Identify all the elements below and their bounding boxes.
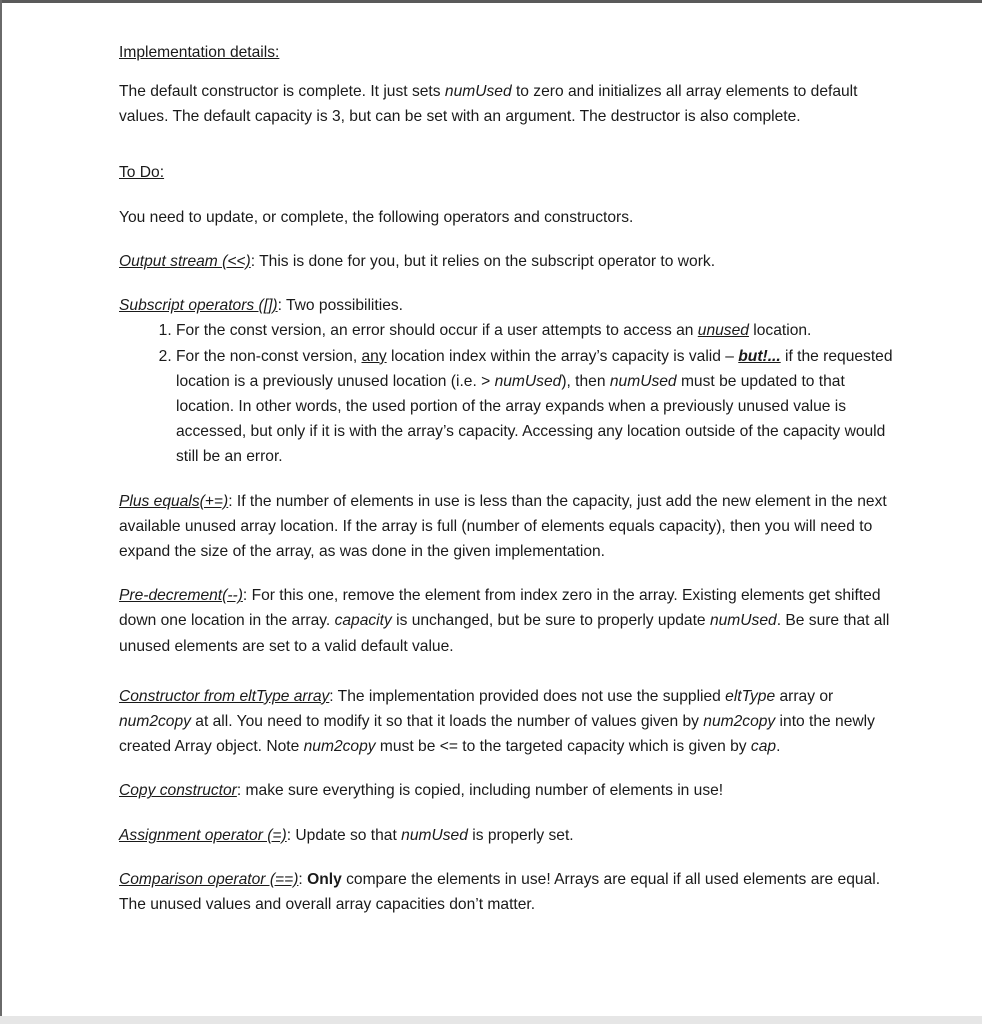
subscript-paragraph: Subscript operators ([]): Two possibilities. (119, 297, 403, 315)
copy-constructor-paragraph: Copy constructor: make sure everything is copied, including number of elements in use! (119, 782, 724, 800)
subscript-list (119, 318, 899, 469)
subscript-title: Subscript operators ([]) (119, 297, 278, 315)
comparison-title: Comparison operator (==) (119, 870, 299, 888)
list-item: 1. For the const version, an error should occur if a user attempts to access an unused location. (176, 318, 899, 343)
document-page (119, 40, 899, 917)
constructor-title: Constructor from eltType array (119, 687, 330, 705)
implementation-paragraph: The default constructor is complete. It just sets numUsed to zero and initializes all array elements to default values. The default capacity is 3, but can be set with an argument. The destructor is also complete. (119, 83, 858, 126)
output-stream-title: Output stream (<<) (119, 253, 251, 271)
todo-intro: You need to update, or complete, the following operators and constructors. (119, 208, 634, 226)
copy-constructor-title: Copy constructor (119, 782, 237, 800)
list-item: 2. For the non-const version, any location index within the array’s capacity is valid – but!... if the requested location is a previously unused location (i.e. > numUsed), then numUsed must be updated to that location. In other words, the used portion of the array expands when a previously unused value is accessed, but only if it is with the array’s capacity. Accessing any location outside of the capacity would still be an error. (176, 344, 899, 470)
pre-decrement-paragraph: Pre-decrement(--): For this one, remove the element from index zero in the array. Existing elements get shifted down one location in the array. capacity is unchanged, but be sure to properly update numUsed. Be sure that all unused elements are set to a valid default value. (119, 587, 890, 655)
constructor-paragraph: Constructor from eltType array: The implementation provided does not use the supplied eltType array or num2copy at all. You need to modify it so that it loads the number of values given by num2copy into the newly created Array object. Note num2copy must be <= to the targeted capacity which is given by cap. (119, 687, 875, 756)
assignment-title: Assignment operator (=) (119, 826, 287, 844)
pre-decrement-title: Pre-decrement(--) (119, 587, 243, 605)
plus-equals-paragraph: Plus equals(+=): If the number of elements in use is less than the capacity, just add the new element in the next available unused array location. If the array is full (number of elements equals capacity), then you will need to expand the size of the array, as was done in the given implementation. (119, 492, 887, 561)
assignment-paragraph: Assignment operator (=): Update so that numUsed is properly set. (119, 826, 574, 844)
window-top-border (0, 0, 982, 3)
comparison-paragraph: Comparison operator (==): Only compare the elements in use! Arrays are equal if all used elements are equal. The unused values and overall array capacities don’t matter. (119, 870, 881, 914)
window-bottom-edge (0, 1016, 982, 1024)
window-left-border (0, 0, 2, 1024)
todo-heading: To Do: (119, 163, 165, 181)
output-stream-paragraph: Output stream (<<): This is done for you, but it relies on the subscript operator to work. (119, 253, 716, 271)
plus-equals-title: Plus equals(+=) (119, 492, 229, 510)
implementation-heading: Implementation details: (119, 44, 280, 61)
